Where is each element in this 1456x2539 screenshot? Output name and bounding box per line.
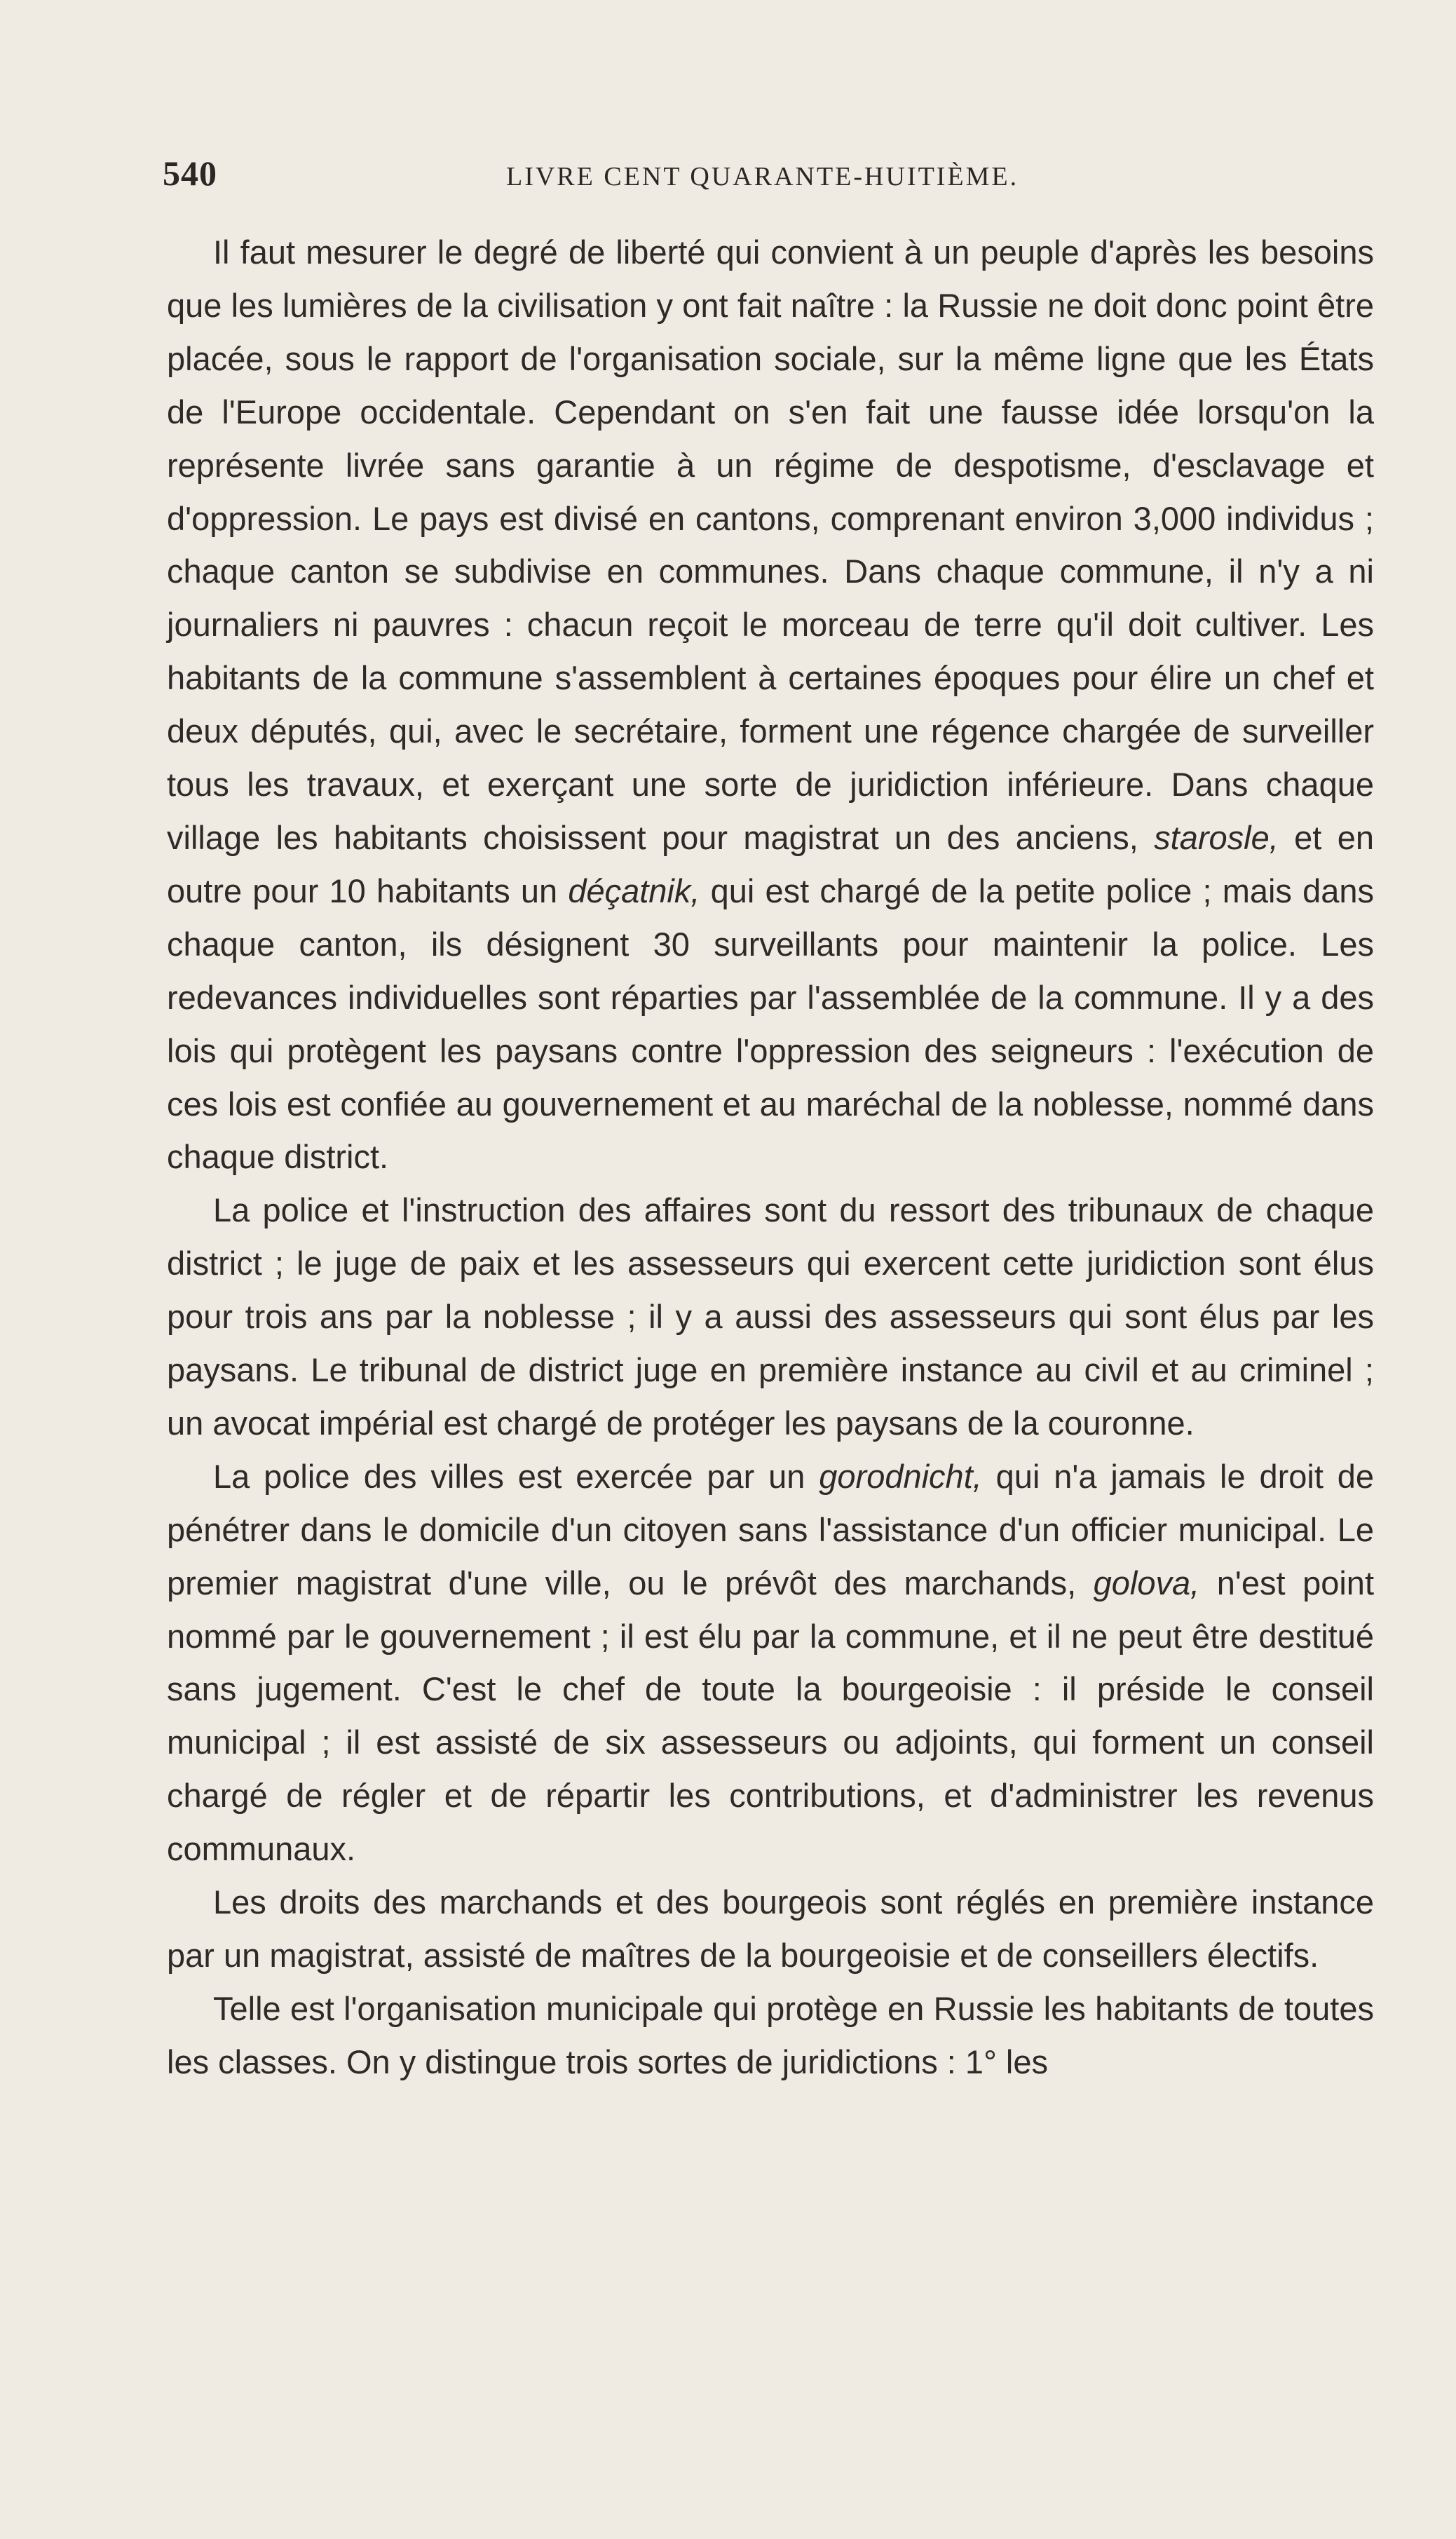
paragraph: Les droits des marchands et des bourgeois sont réglés en première instance par un magistrat, assisté de maîtres de la bourgeoisie et de conseillers électifs. xyxy=(167,1883,1374,1974)
paragraph: La police et l'instruction des affaires sont du ressort des tribunaux de chaque district ; le juge de paix et les assesseurs qui exercent cette juridiction sont élus pour trois ans par la noblesse ; il y a aussi des assesseurs qui sont élus par les paysans. Le tribunal de district juge en première instance au civil et au criminel ; un avocat impérial est chargé de protéger les paysans de la couronne. xyxy=(167,1191,1374,1442)
running-title: LIVRE CENT QUARANTE-HUITIÈME. xyxy=(506,162,1019,191)
italic-term: gorodnicht, xyxy=(819,1457,982,1495)
italic-term: golova, xyxy=(1093,1564,1200,1602)
italic-term: déçatnik, xyxy=(568,872,700,909)
paragraph: La police des villes est exercée par un gorodnicht, qui n'a jamais le droit de pénétrer dans le domicile d'un citoyen sans l'assistance d'un officier municipal. Le premier magistrat d'une ville, ou le prévôt des marchands, golova, n'est point nommé par le gouvernement ; il est élu par la commune, et il ne peut être destitué sans jugement. C'est le chef de toute la bourgeoisie : il préside le conseil municipal ; il est assisté de six assesseurs ou adjoints, qui forment un conseil chargé de régler et de répartir les contributions, et d'administrer les revenus communaux. xyxy=(167,1457,1375,1868)
paragraph: Il faut mesurer le degré de liberté qui convient à un peuple d'après les besoins que les lumières de la civilisation y ont fait naître : la Russie ne doit donc point être placée, sous le rapport de l'organisation sociale, sur la même ligne que les États de l'Europe occidentale. Cependant on s'en fait une fausse idée lorsqu'on la représente livrée sans garantie à un régime de despotisme, d'esclavage et d'oppression. Le pays est divisé en cantons, comprenant environ 3,000 individus ; chaque canton se subdivise en communes. Dans chaque commune, il n'y a ni journaliers ni pauvres : chacun reçoit le morceau de terre qu'il doit cultiver. Les habitants de la commune s'assemblent à certaines époques pour élire un chef et deux députés, qui, avec le secrétaire, forment une régence chargée de surveiller tous les travaux, et exerçant une sorte de juridiction inférieure. Dans chaque village les habitants choisissent pour magistrat un des anciens, starosle, et en outre pour 10 habitants un déçatnik, qui est chargé de la petite police ; mais dans chaque canton, ils désignent 30 surveillants pour maintenir la police. Les redevances individuelles sont réparties par l'assemblée de la commune. Il y a des lois qui protègent les paysans contre l'oppression des seigneurs : l'exécution de ces lois est confiée au gouvernement et au maréchal de la noblesse, nommé dans chaque district. xyxy=(167,233,1375,1176)
paragraph: Telle est l'organisation municipale qui protège en Russie les habitants de toutes les classes. On y distingue trois sortes de juridictions : 1° les xyxy=(167,1989,1374,2080)
page-number: 540 xyxy=(163,154,217,193)
page-header xyxy=(163,153,1375,195)
body-text xyxy=(167,226,1374,2089)
italic-term: starosle, xyxy=(1154,818,1279,856)
